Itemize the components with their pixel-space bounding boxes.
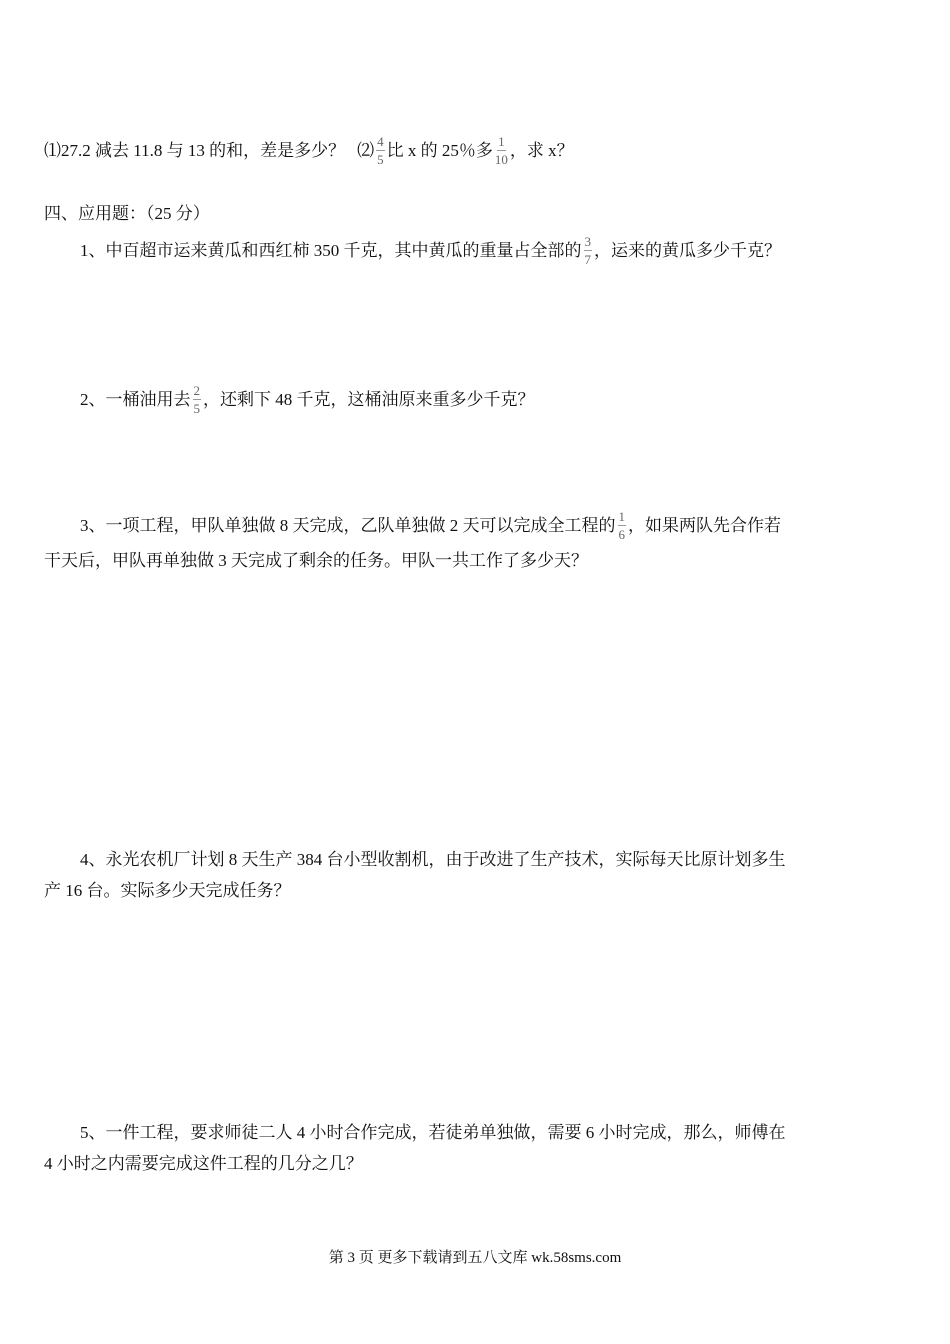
question-1-text: ⑴27.2 减去 11.8 与 13 的和，差是多少？ (44, 140, 346, 160)
problem-1 (80, 236, 781, 268)
fraction-numerator: 1 (618, 509, 625, 524)
problem-5-line-1: 5、一件工程，要求师徒二人 4 小时合作完成，若徒弟单独做，需要 6 小时完成，那么，师傅在 (80, 1123, 786, 1142)
problem-2 (80, 385, 535, 417)
problem-3-text: 3、一项工程，甲队单独做 8 天完成，乙队单独做 2 天可以完成全工程的 (80, 515, 616, 535)
problem-3-line-1 (80, 511, 781, 543)
page-footer: 第 3 页 更多下载请到五八文库 wk.58sms.com (328, 1250, 622, 1266)
fraction-1-6 (618, 510, 627, 542)
fraction-1-10 (495, 135, 508, 167)
fraction-denominator: 5 (377, 152, 384, 167)
problem-3-text-end: ，如果两队先合作若 (628, 515, 781, 535)
fraction-numerator: 4 (377, 134, 384, 149)
problem-2-text-end: ，还剩下 48 千克，这桶油原来重多少千克？ (203, 389, 535, 409)
fraction-2-5 (193, 384, 202, 416)
fraction-denominator: 10 (494, 152, 508, 167)
problem-4-line-1: 4、永光农机厂计划 8 天生产 384 台小型收割机，由于改进了生产技术，实际每天比原计划多生 (80, 850, 786, 869)
problem-2-text: 2、一桶油用去 (80, 389, 191, 409)
fraction-numerator: 2 (193, 383, 200, 398)
question-row-3 (44, 136, 574, 168)
problem-3-line-2: 干天后，甲队再单独做 3 天完成了剩余的任务。甲队一共工作了多少天？ (44, 551, 588, 570)
fraction-denominator: 7 (584, 252, 591, 267)
problem-1-text: 1、中百超市运来黄瓜和西红柿 350 千克，其中黄瓜的重量占全部的 (80, 240, 582, 260)
problem-4-line-2: 产 16 台。实际多少天完成任务？ (44, 881, 291, 900)
problem-5-line-2: 4 小时之内需要完成这件工程的几分之几？ (44, 1154, 363, 1173)
fraction-numerator: 1 (498, 134, 505, 149)
fraction-denominator: 5 (193, 401, 200, 416)
fraction-3-7 (584, 235, 593, 267)
question-2-mid: 比 x 的 25％多 (386, 140, 493, 160)
fraction-denominator: 6 (618, 527, 625, 542)
fraction-4-5 (376, 135, 385, 167)
problem-1-text-end: ，运来的黄瓜多少千克？ (594, 240, 781, 260)
section-heading: 四、应用题：（25 分） (44, 204, 210, 223)
question-2-suffix: ，求 x？ (509, 140, 574, 160)
fraction-numerator: 3 (584, 234, 591, 249)
question-2-prefix: ⑵ (357, 140, 375, 160)
